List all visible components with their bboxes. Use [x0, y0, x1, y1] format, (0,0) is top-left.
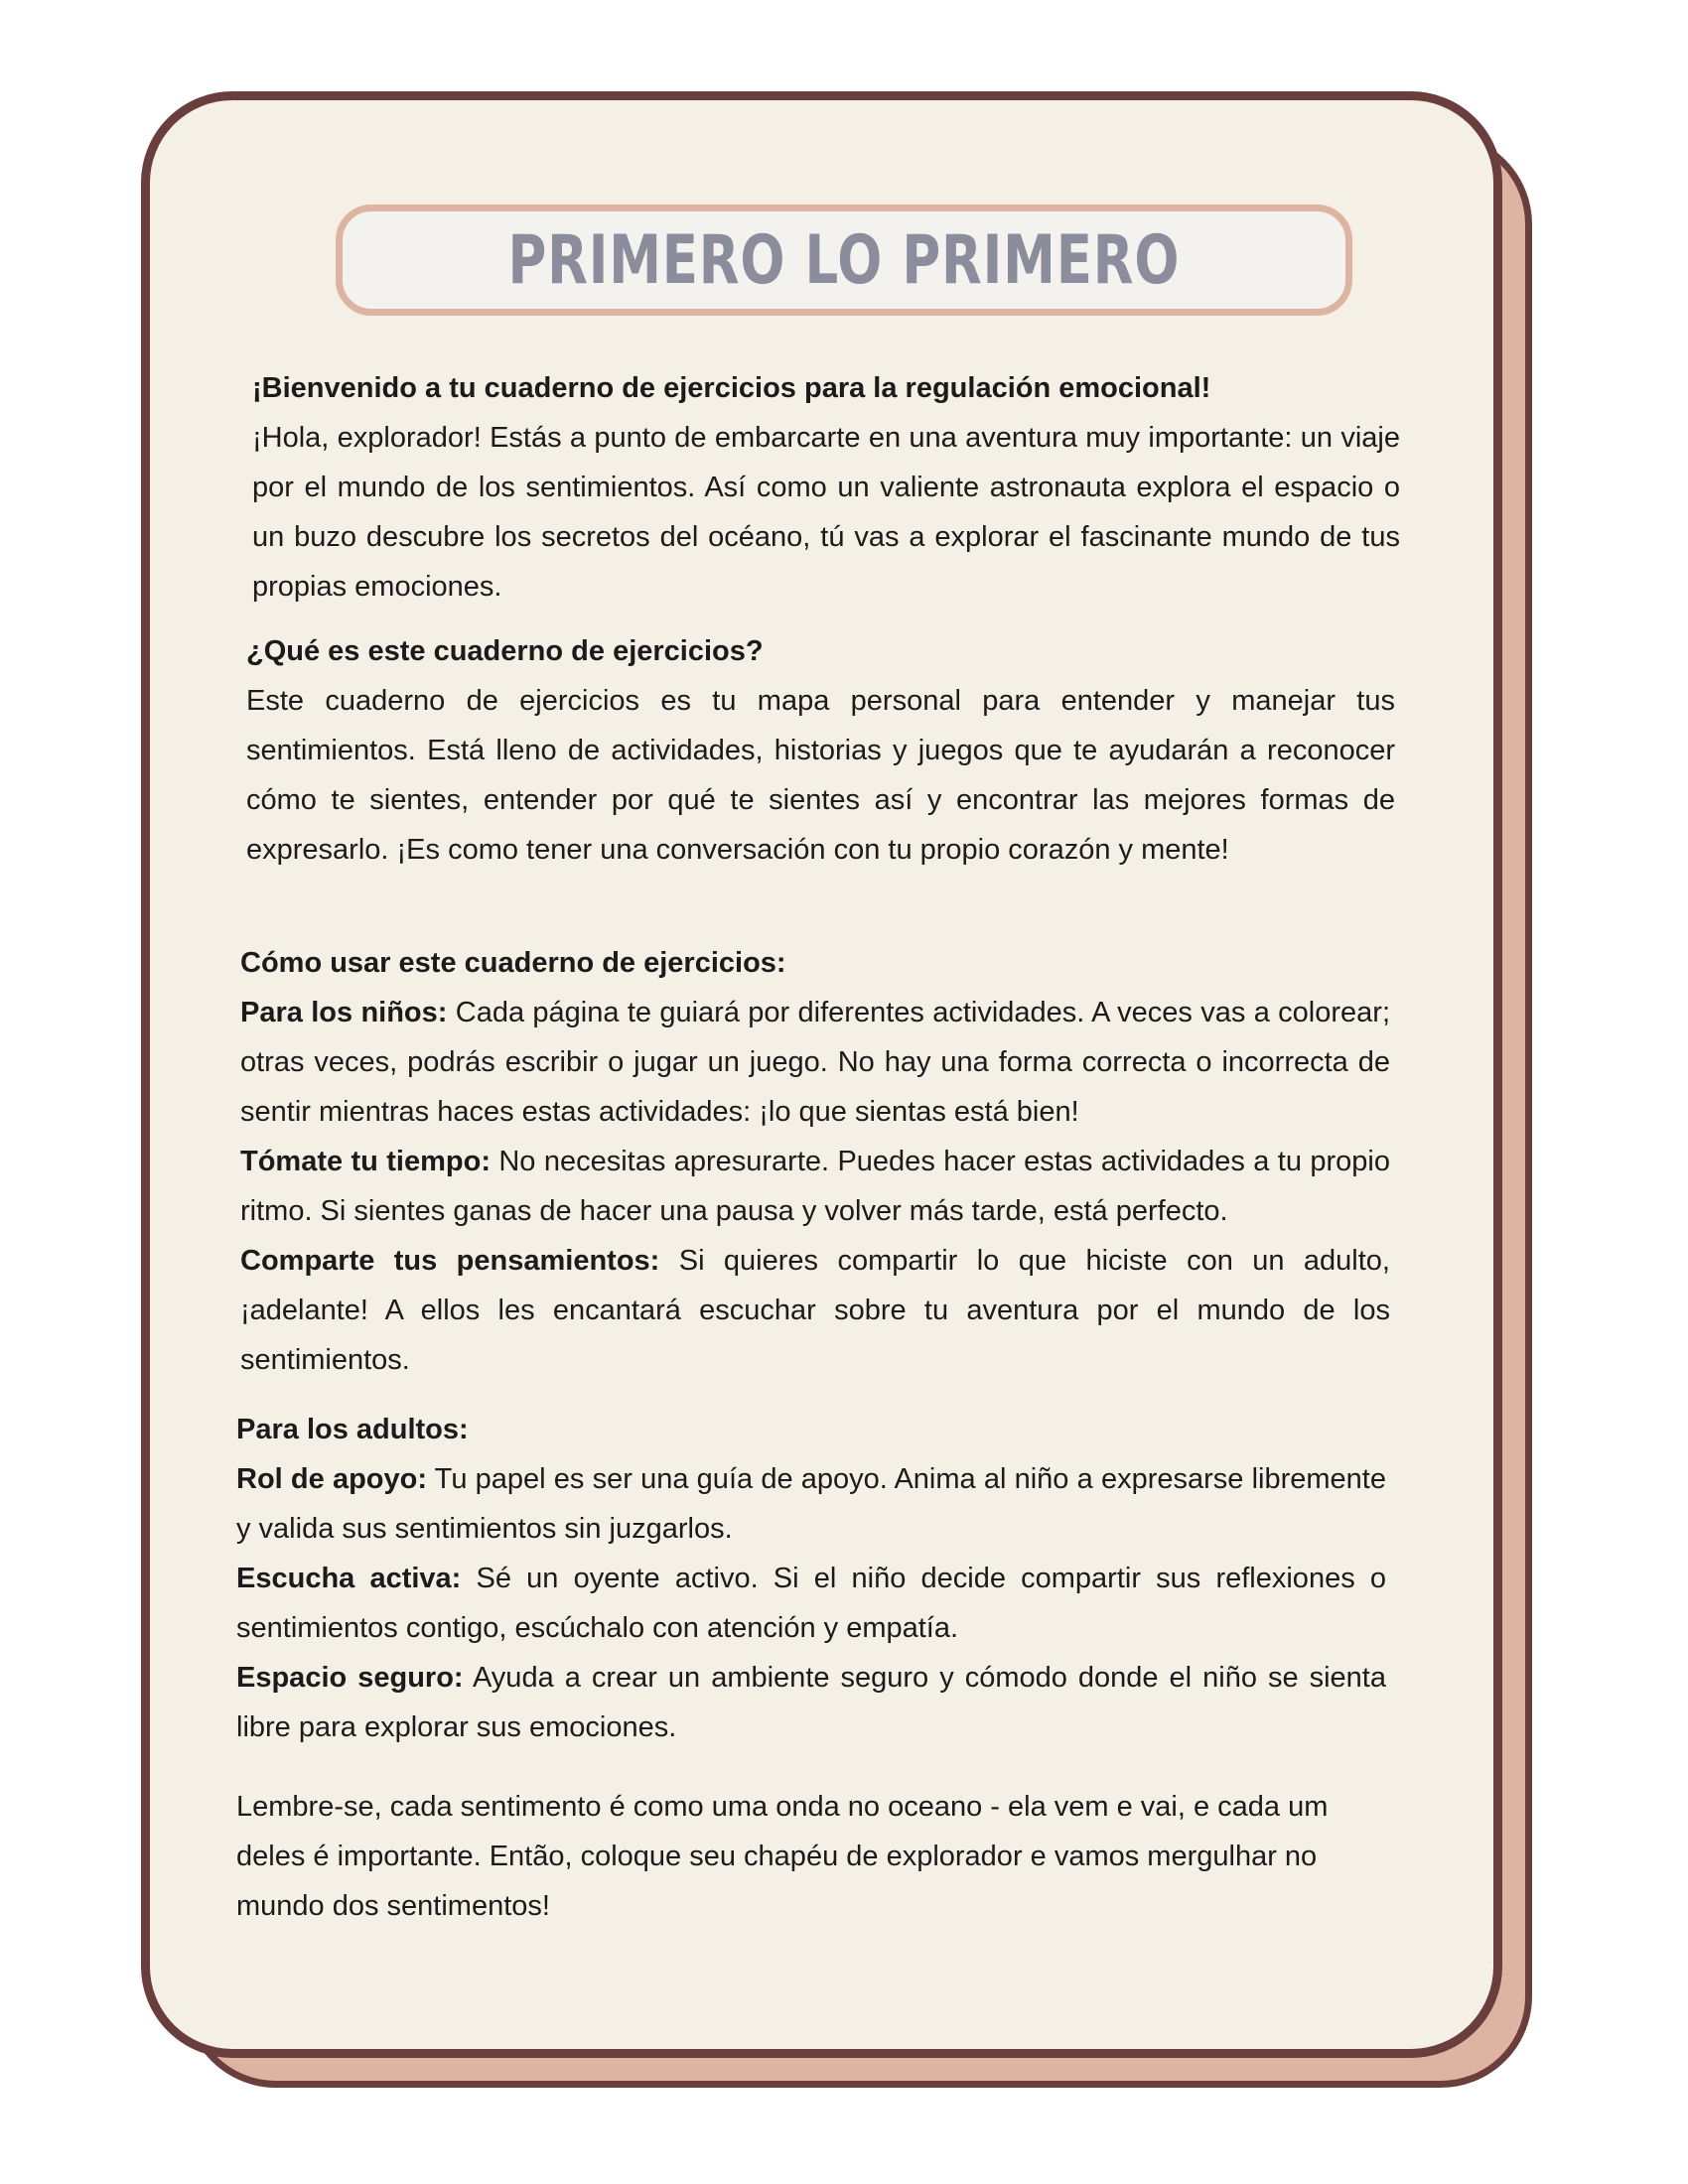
page-title: PRIMERO LO PRIMERO	[507, 220, 1181, 300]
closing-text: Lembre-se, cada sentimento é como uma onda no oceano - ela vem e vai, e cada um deles é importante. Então, coloque seu chapéu de explorador e vamos mergulhar no mundo dos sentimentos!	[236, 1791, 1329, 1922]
welcome-section	[252, 363, 1400, 612]
item-text: Ayuda a crear un ambiente seguro y cómodo donde el niño se sienta libre para explorar sus emociones.	[236, 1662, 1386, 1743]
item-text: Si quieres compartir lo que hiciste con un adulto, ¡adelante! A ellos les encantará escuchar sobre tu aventura por el mundo de los sentimientos.	[240, 1245, 1390, 1376]
item-text: Cada página te guiará por diferentes actividades. A veces vas a colorear; otras veces, podrás escribir o jugar un juego. No hay una forma correcta o incorrecta de sentir mientras haces estas actividades: ¡lo que sientas está bien!	[240, 997, 1391, 1128]
adults-item	[236, 1653, 1386, 1752]
item-label: Para los niños:	[240, 997, 448, 1028]
item-text: No necesitas apresurarte. Puedes hacer estas actividades a tu propio ritmo. Si sientes ganas de hacer una pausa y volver más tarde, está perfecto.	[240, 1146, 1390, 1227]
closing-section	[236, 1782, 1386, 1931]
title-banner	[336, 205, 1352, 316]
what-is-heading: ¿Qué es este cuaderno de ejercicios?	[246, 635, 764, 667]
welcome-heading: ¡Bienvenido a tu cuaderno de ejercicios para la regulación emocional!	[252, 372, 1211, 404]
how-to-use-item	[240, 1236, 1390, 1385]
how-to-use-item	[240, 988, 1390, 1137]
welcome-body: ¡Hola, explorador! Estás a punto de embarcarte en una aventura muy importante: un viaje por el mundo de los sentimientos. Así como un valiente astronauta explora el espacio o un buzo descubre los secretos del océano, tú vas a explorar el fascinante mundo de tus propias emociones.	[252, 422, 1400, 603]
item-label: Espacio seguro:	[236, 1662, 464, 1694]
item-label: Comparte tus pensamientos:	[240, 1245, 660, 1277]
item-label: Rol de apoyo:	[236, 1463, 428, 1495]
adults-heading: Para los adultos:	[236, 1414, 469, 1445]
adults-item	[236, 1554, 1386, 1653]
adults-section	[236, 1405, 1386, 1752]
how-to-use-section	[240, 938, 1390, 1385]
item-text: Sé un oyente activo. Si el niño decide compartir sus reflexiones o sentimientos contigo, escúchalo con atención y empatía.	[236, 1563, 1386, 1644]
adults-item	[236, 1454, 1386, 1554]
item-label: Tómate tu tiempo:	[240, 1146, 491, 1177]
item-label: Escucha activa:	[236, 1563, 462, 1594]
item-text: Tu papel es ser una guía de apoyo. Anima al niño a expresarse libremente y valida sus sentimientos sin juzgarlos.	[236, 1463, 1386, 1545]
how-to-use-item	[240, 1137, 1390, 1236]
what-is-body: Este cuaderno de ejercicios es tu mapa personal para entender y manejar tus sentimientos. Está lleno de actividades, historias y juegos que te ayudarán a reconocer cómo te sientes, entender por qué te sientes así y encontrar las mejores formas de expresarlo. ¡Es como tener una conversación con tu propio corazón y mente!	[246, 685, 1395, 866]
what-is-section	[246, 626, 1395, 875]
how-to-use-heading: Cómo usar este cuaderno de ejercicios:	[240, 947, 786, 979]
